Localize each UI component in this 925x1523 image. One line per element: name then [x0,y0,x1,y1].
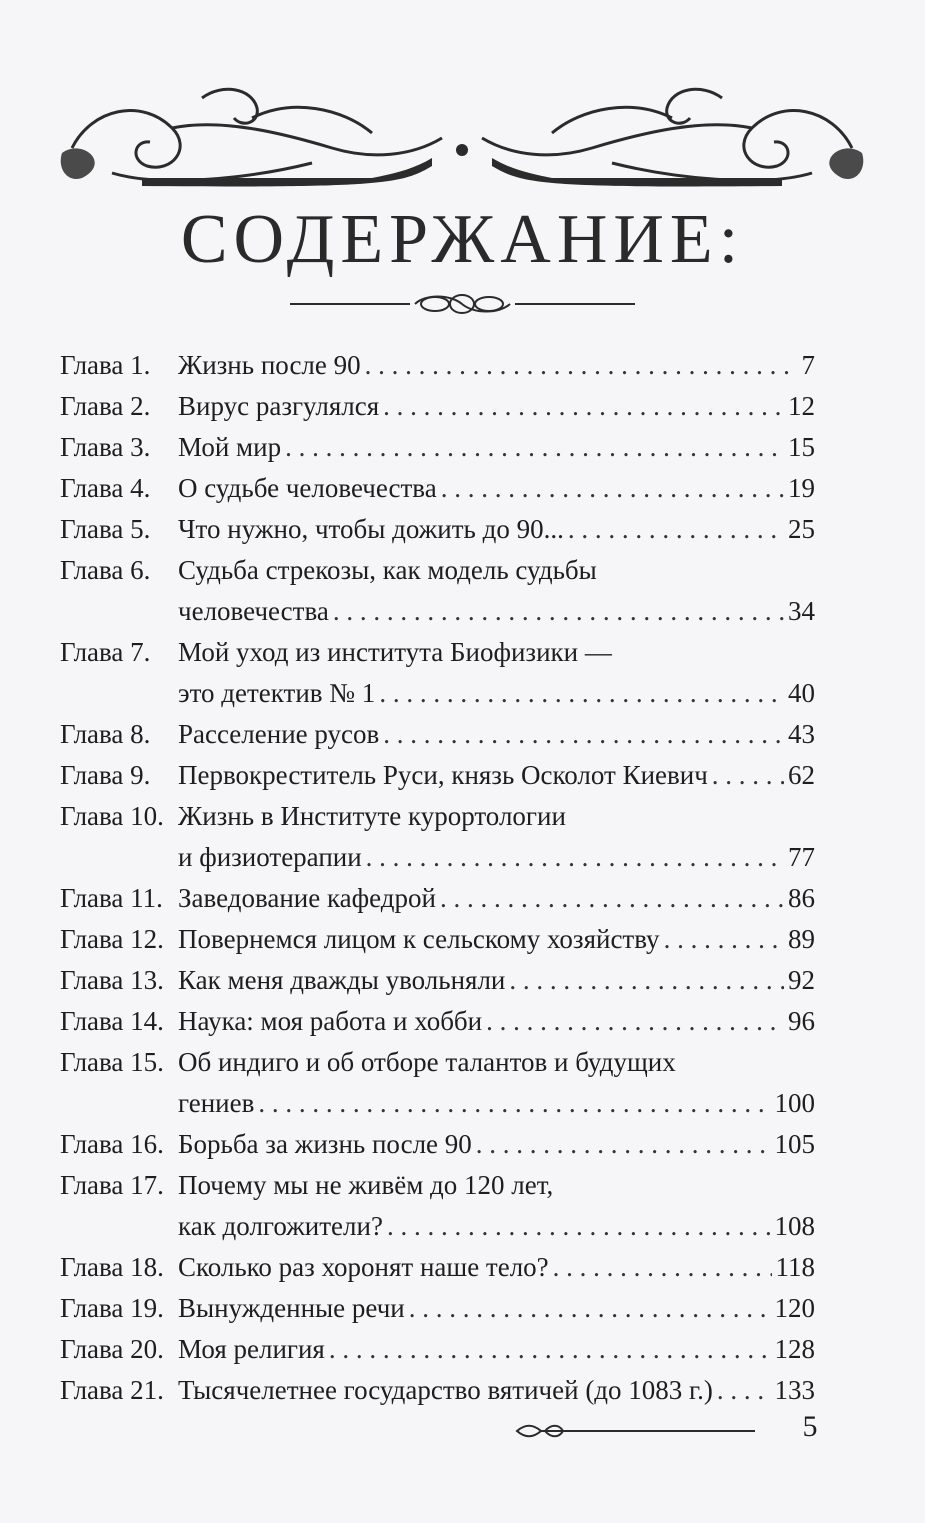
toc-chapter-label: Глава 10. [60,801,164,831]
toc-entry [60,878,815,919]
toc-leader-dots [717,1370,771,1411]
toc-page-number: 77 [788,842,815,872]
toc-leader-dots [568,509,784,550]
toc-chapter-title: Сколько раз хоронят наше тело? [178,1252,549,1282]
toc-chapter-title: Мой уход из института Биофизики — [178,637,612,667]
toc-page-number: 40 [788,678,815,708]
toc-chapter-label: Глава 3. [60,432,151,462]
toc-entry [60,550,815,632]
toc-page-number: 108 [774,1211,815,1241]
toc-leader-dots [365,345,798,386]
toc-page-number: 15 [788,432,815,462]
toc-chapter-label: Глава 5. [60,514,151,544]
toc-page-number: 92 [788,965,815,995]
toc-chapter-label: Глава 12. [60,924,164,954]
toc-entry [60,1124,815,1165]
toc-entry [60,509,815,550]
toc-page-number: 7 [801,350,815,380]
toc-chapter-title: Борьба за жизнь после 90 [178,1129,472,1159]
toc-entry [60,386,815,427]
toc-chapter-title: Заведование кафедрой [178,883,436,913]
toc-chapter-title: это детектив № 1 [178,678,376,708]
toc-chapter-label: Глава 4. [60,473,151,503]
toc-leader-dots [379,673,784,714]
toc-page-number: 96 [788,1006,815,1036]
toc-entry [60,755,815,796]
toc-leader-dots [383,386,784,427]
toc-chapter-label: Глава 9. [60,760,151,790]
toc-chapter-label: Глава 20. [60,1334,164,1364]
toc-entry [60,960,815,1001]
toc-chapter-title: Наука: моя работа и хобби [178,1006,483,1036]
toc-leader-dots [387,1206,771,1247]
toc-chapter-label: Глава 13. [60,965,164,995]
toc-leader-dots [258,1083,770,1124]
ornament-scroll-icon [52,78,872,198]
divider-flourish-icon [290,290,635,318]
toc-chapter-label: Глава 17. [60,1170,164,1200]
toc-chapter-title: Судьба стрекозы, как модель судьбы [178,555,597,585]
toc-chapter-label: Глава 7. [60,637,151,667]
table-of-contents [60,345,815,1411]
page-title: СОДЕРЖАНИЕ: [180,201,745,278]
toc-leader-dots [366,837,784,878]
toc-chapter-label: Глава 18. [60,1252,164,1282]
toc-chapter-title: Расселение русов [178,719,380,749]
toc-chapter-title: и физиотерапии [178,842,362,872]
toc-chapter-title: Вынужденные речи [178,1293,405,1323]
toc-entry [60,714,815,755]
toc-page-number: 100 [774,1088,815,1118]
toc-chapter-title: человечества [178,596,329,626]
toc-chapter-label: Глава 15. [60,1047,164,1077]
toc-chapter-title: Первокреститель Руси, князь Осколот Киевич [178,760,708,790]
toc-leader-dots [553,1247,772,1288]
toc-entry [60,427,815,468]
toc-entry [60,1247,815,1288]
toc-leader-dots [333,591,784,632]
toc-page-number: 43 [788,719,815,749]
toc-page-number: 89 [788,924,815,954]
toc-entry [60,345,815,386]
toc-chapter-title: Вирус разгулялся [178,391,380,421]
toc-leader-dots [476,1124,771,1165]
toc-chapter-title: Жизнь после 90 [178,350,361,380]
toc-leader-dots [664,919,784,960]
toc-page-number: 120 [774,1293,815,1323]
toc-page-number: 34 [788,596,815,626]
footer-ornament-icon [515,1418,755,1444]
toc-chapter-label: Глава 19. [60,1293,164,1323]
toc-chapter-label: Глава 2. [60,391,151,421]
toc-chapter-label: Глава 8. [60,719,151,749]
toc-leader-dots [329,1329,771,1370]
toc-page-number: 118 [775,1252,815,1282]
toc-chapter-title: Мой мир [178,432,282,462]
toc-chapter-title: Моя религия [178,1334,325,1364]
toc-chapter-title: Жизнь в Институте курортологии [178,801,566,831]
toc-entry [60,919,815,960]
toc-entry [60,1288,815,1329]
toc-entry [60,1042,815,1124]
toc-chapter-title: гениев [178,1088,255,1118]
toc-chapter-title: Тысячелетнее государство вятичей (до 1083 г.) [178,1375,713,1405]
toc-leader-dots [440,878,784,919]
toc-entry [60,1329,815,1370]
toc-chapter-label: Глава 1. [60,350,151,380]
toc-page-number: 86 [788,883,815,913]
toc-page-number: 133 [774,1375,815,1405]
toc-chapter-title: как долгожители? [178,1211,383,1241]
toc-chapter-label: Глава 16. [60,1129,164,1159]
toc-chapter-title: Как меня дважды увольняли [178,965,506,995]
toc-entry [60,1165,815,1247]
toc-leader-dots [486,1001,784,1042]
toc-page-number: 25 [788,514,815,544]
toc-entry [60,796,815,878]
toc-chapter-title: Повернемся лицом к сельскому хозяйству [178,924,660,954]
toc-chapter-title: О судьбе человечества [178,473,437,503]
toc-entry [60,468,815,509]
toc-chapter-title: Почему мы не живём до 120 лет, [178,1170,554,1200]
toc-leader-dots [409,1288,771,1329]
toc-leader-dots [712,755,784,796]
toc-chapter-label: Глава 21. [60,1375,164,1405]
toc-entry [60,1001,815,1042]
toc-page-number: 19 [788,473,815,503]
toc-page-number: 128 [774,1334,815,1364]
toc-leader-dots [285,427,784,468]
toc-entry [60,1370,815,1411]
page-number: 5 [802,1410,818,1443]
toc-page-number: 62 [788,760,815,790]
toc-chapter-label: Глава 6. [60,555,151,585]
toc-page-number: 12 [788,391,815,421]
toc-chapter-title: Что нужно, чтобы дожить до 90... [178,514,564,544]
toc-chapter-label: Глава 14. [60,1006,164,1036]
toc-chapter-label: Глава 11. [60,883,163,913]
toc-leader-dots [441,468,784,509]
toc-leader-dots [383,714,784,755]
toc-page-number: 105 [774,1129,815,1159]
toc-leader-dots [509,960,784,1001]
toc-chapter-title: Об индиго и об отборе талантов и будущих [178,1047,676,1077]
toc-entry [60,632,815,714]
